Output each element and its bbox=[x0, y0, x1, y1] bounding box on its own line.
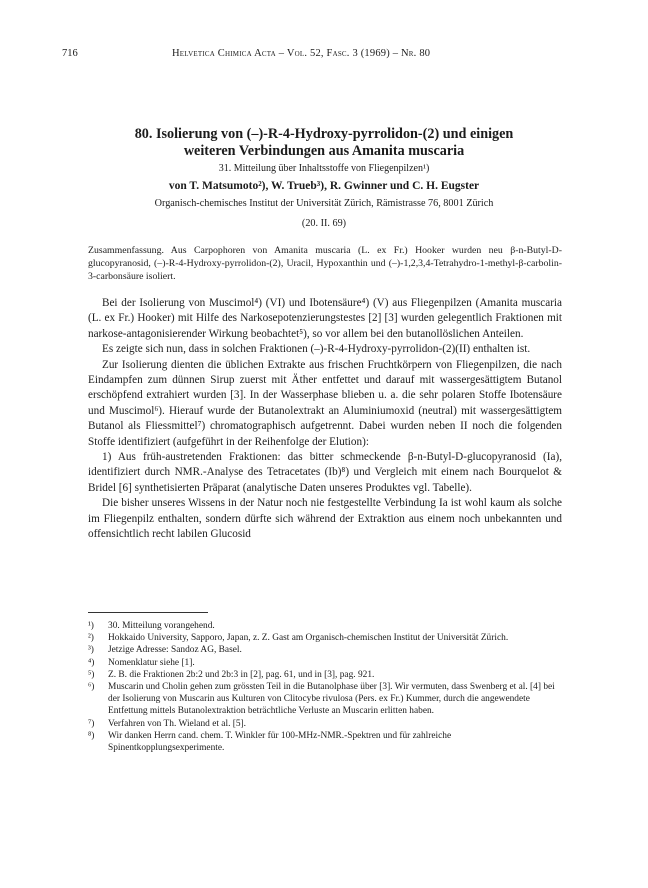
footnote-marker: ⁵) bbox=[88, 669, 95, 680]
abstract: Zusammenfassung. Aus Carpophoren von Amanita muscaria (L. ex Fr.) Hooker wurden neu β-n-Butyl-D-glucopyranosid, (–)-R-4-Hydroxy-pyrrolidon-(2), Uracil, Hypoxanthin und (–)-1,2,3,4-Tetrahydro-1-methyl-β-carbolin-3-carbonsäure isoliert. bbox=[88, 245, 562, 283]
author-institute: Organisch-chemisches Institut der Universität Zürich, Rämistrasse 76, 8001 Zürich bbox=[154, 198, 494, 209]
received-date: (20. II. 69) bbox=[301, 218, 347, 229]
footnote-marker: ⁷) bbox=[88, 718, 95, 729]
article-subtitle: 31. Mitteilung über Inhaltsstoffe von Fliegenpilzen¹) bbox=[218, 163, 430, 174]
journal-citation: Helvetica Chimica Acta – Vol. 52, Fasc. 3 (1969) – Nr. 80 bbox=[172, 48, 431, 59]
footnote bbox=[88, 644, 562, 656]
article-title-line-1: 80. Isolierung von (–)-R-4-Hydroxy-pyrrolidon-(2) und einigen bbox=[134, 126, 514, 142]
footnote bbox=[88, 681, 562, 718]
paragraph: 1) Aus früh-austretenden Fraktionen: das bitter schmeckende β-n-Butyl-D-glucopyranosid (Ia), identifiziert durch NMR.-Analyse des Tetracetates (Ib)⁸) und Vergleich mit einem nach Bourquelot & Bridel [6] synthetisierten Präparat (analytische Daten unseres Produktes vgl. Tabelle). bbox=[88, 451, 562, 494]
footnote-marker: ³) bbox=[88, 645, 94, 656]
article-body bbox=[88, 296, 562, 543]
footnote-marker: ¹) bbox=[88, 621, 94, 631]
footnote-marker: ⁴) bbox=[88, 657, 95, 668]
footnote-text: Z. B. die Fraktionen 2b:2 und 2b:3 in [2], pag. 61, und in [3], pag. 921. bbox=[108, 669, 375, 680]
footnote-marker: ⁶) bbox=[88, 682, 95, 693]
page-number: 716 bbox=[62, 48, 78, 59]
footnote bbox=[88, 632, 562, 644]
footnote-divider bbox=[88, 612, 208, 613]
footnote-marker: ²) bbox=[88, 633, 94, 644]
footnote-text: Wir danken Herrn cand. chem. T. Winkler für 100-MHz-NMR.-Spektren und für zahlreiche Spinentkopplungsexperimente. bbox=[108, 730, 452, 754]
footnote-text: Verfahren von Th. Wieland et al. [5]. bbox=[108, 718, 247, 729]
footnote bbox=[88, 718, 562, 730]
article-title-line-2: weiteren Verbindungen aus Amanita muscaria bbox=[183, 143, 465, 159]
footnote bbox=[88, 730, 562, 754]
footnote-marker: ⁸) bbox=[88, 730, 95, 741]
footnote-text: Nomenklatur siehe [1]. bbox=[108, 657, 195, 668]
running-header bbox=[62, 48, 568, 62]
article-authors: von T. Matsumoto²), W. Trueb³), R. Gwinner und C. H. Eugster bbox=[168, 180, 480, 192]
footnote bbox=[88, 657, 562, 669]
paragraph: Zur Isolierung dienten die üblichen Extrakte aus frischen Fruchtkörpern von Fliegenpilzen, die nach Eindampfen zum dünnen Sirup zuerst mit Äther entfettet und darauf mit wassergesättigtem Butanol erschöpfend extrahiert wurden [3]. In der Wasserphase blieben u. a. die sehr polaren Stoffe Ibotensäure und Muscimol⁶). Hierauf wurde der Butanolextrakt an Aluminiumoxid (neutral) mit wassergesättigtem Butanol als Fliessmittel⁷) chromatographisch aufgetrennt. Dabei wurden neben II noch die folgenden Stoffe identifiziert (aufgeführt in der Reihenfolge der Elution): bbox=[88, 358, 562, 448]
footnote-text: Muscarin und Cholin gehen zum grössten Teil in die Butanolphase über [3]. Wir vermuten, dass Swenberg et al. [4] bei der Isolierung von Muscarin aus Kulturen von Clitocybe rivulosa (Pers. ex Fr.) Kummer, durch die angewendete Entfettung mittels Butanolextraktion beträchtliche Verluste an Muscarin erlitten haben. bbox=[108, 682, 555, 717]
footnote bbox=[88, 620, 562, 632]
paragraph: Bei der Isolierung von Muscimol⁴) (VI) und Ibotensäure⁴) (V) aus Fliegenpilzen (Amanita muscaria (L. ex Fr.) Hooker) mit Hilfe des Narkosepotenzierungstestes [2] [3] wurden gelegentlich Fraktionen mit narkose-antagonisierender Wirkung beobachtet⁵), so vor allem bei den butanollöslichen Anteilen. bbox=[88, 297, 562, 340]
footnote-text: Jetzige Adresse: Sandoz AG, Basel. bbox=[108, 645, 242, 656]
footnote bbox=[88, 669, 562, 681]
paragraph: Es zeigte sich nun, dass in solchen Fraktionen (–)-R-4-Hydroxy-pyrrolidon-(2)(II) enthalten ist. bbox=[102, 343, 531, 356]
footnote-text: Hokkaido University, Sapporo, Japan, z. Z. Gast am Organisch-chemischen Institut der Universität Zürich. bbox=[108, 633, 509, 644]
footnotes bbox=[88, 620, 562, 754]
paragraph: Die bisher unseres Wissens in der Natur noch nie festgestellte Verbindung Ia ist wohl kaum als solche im Fliegenpilz enthalten, sondern dürfte sich während der Extraktion aus einem noch unbekannten und offensichtlich recht labilen Glucosid bbox=[88, 497, 562, 541]
footnote-text: 30. Mitteilung vorangehend. bbox=[108, 621, 215, 631]
